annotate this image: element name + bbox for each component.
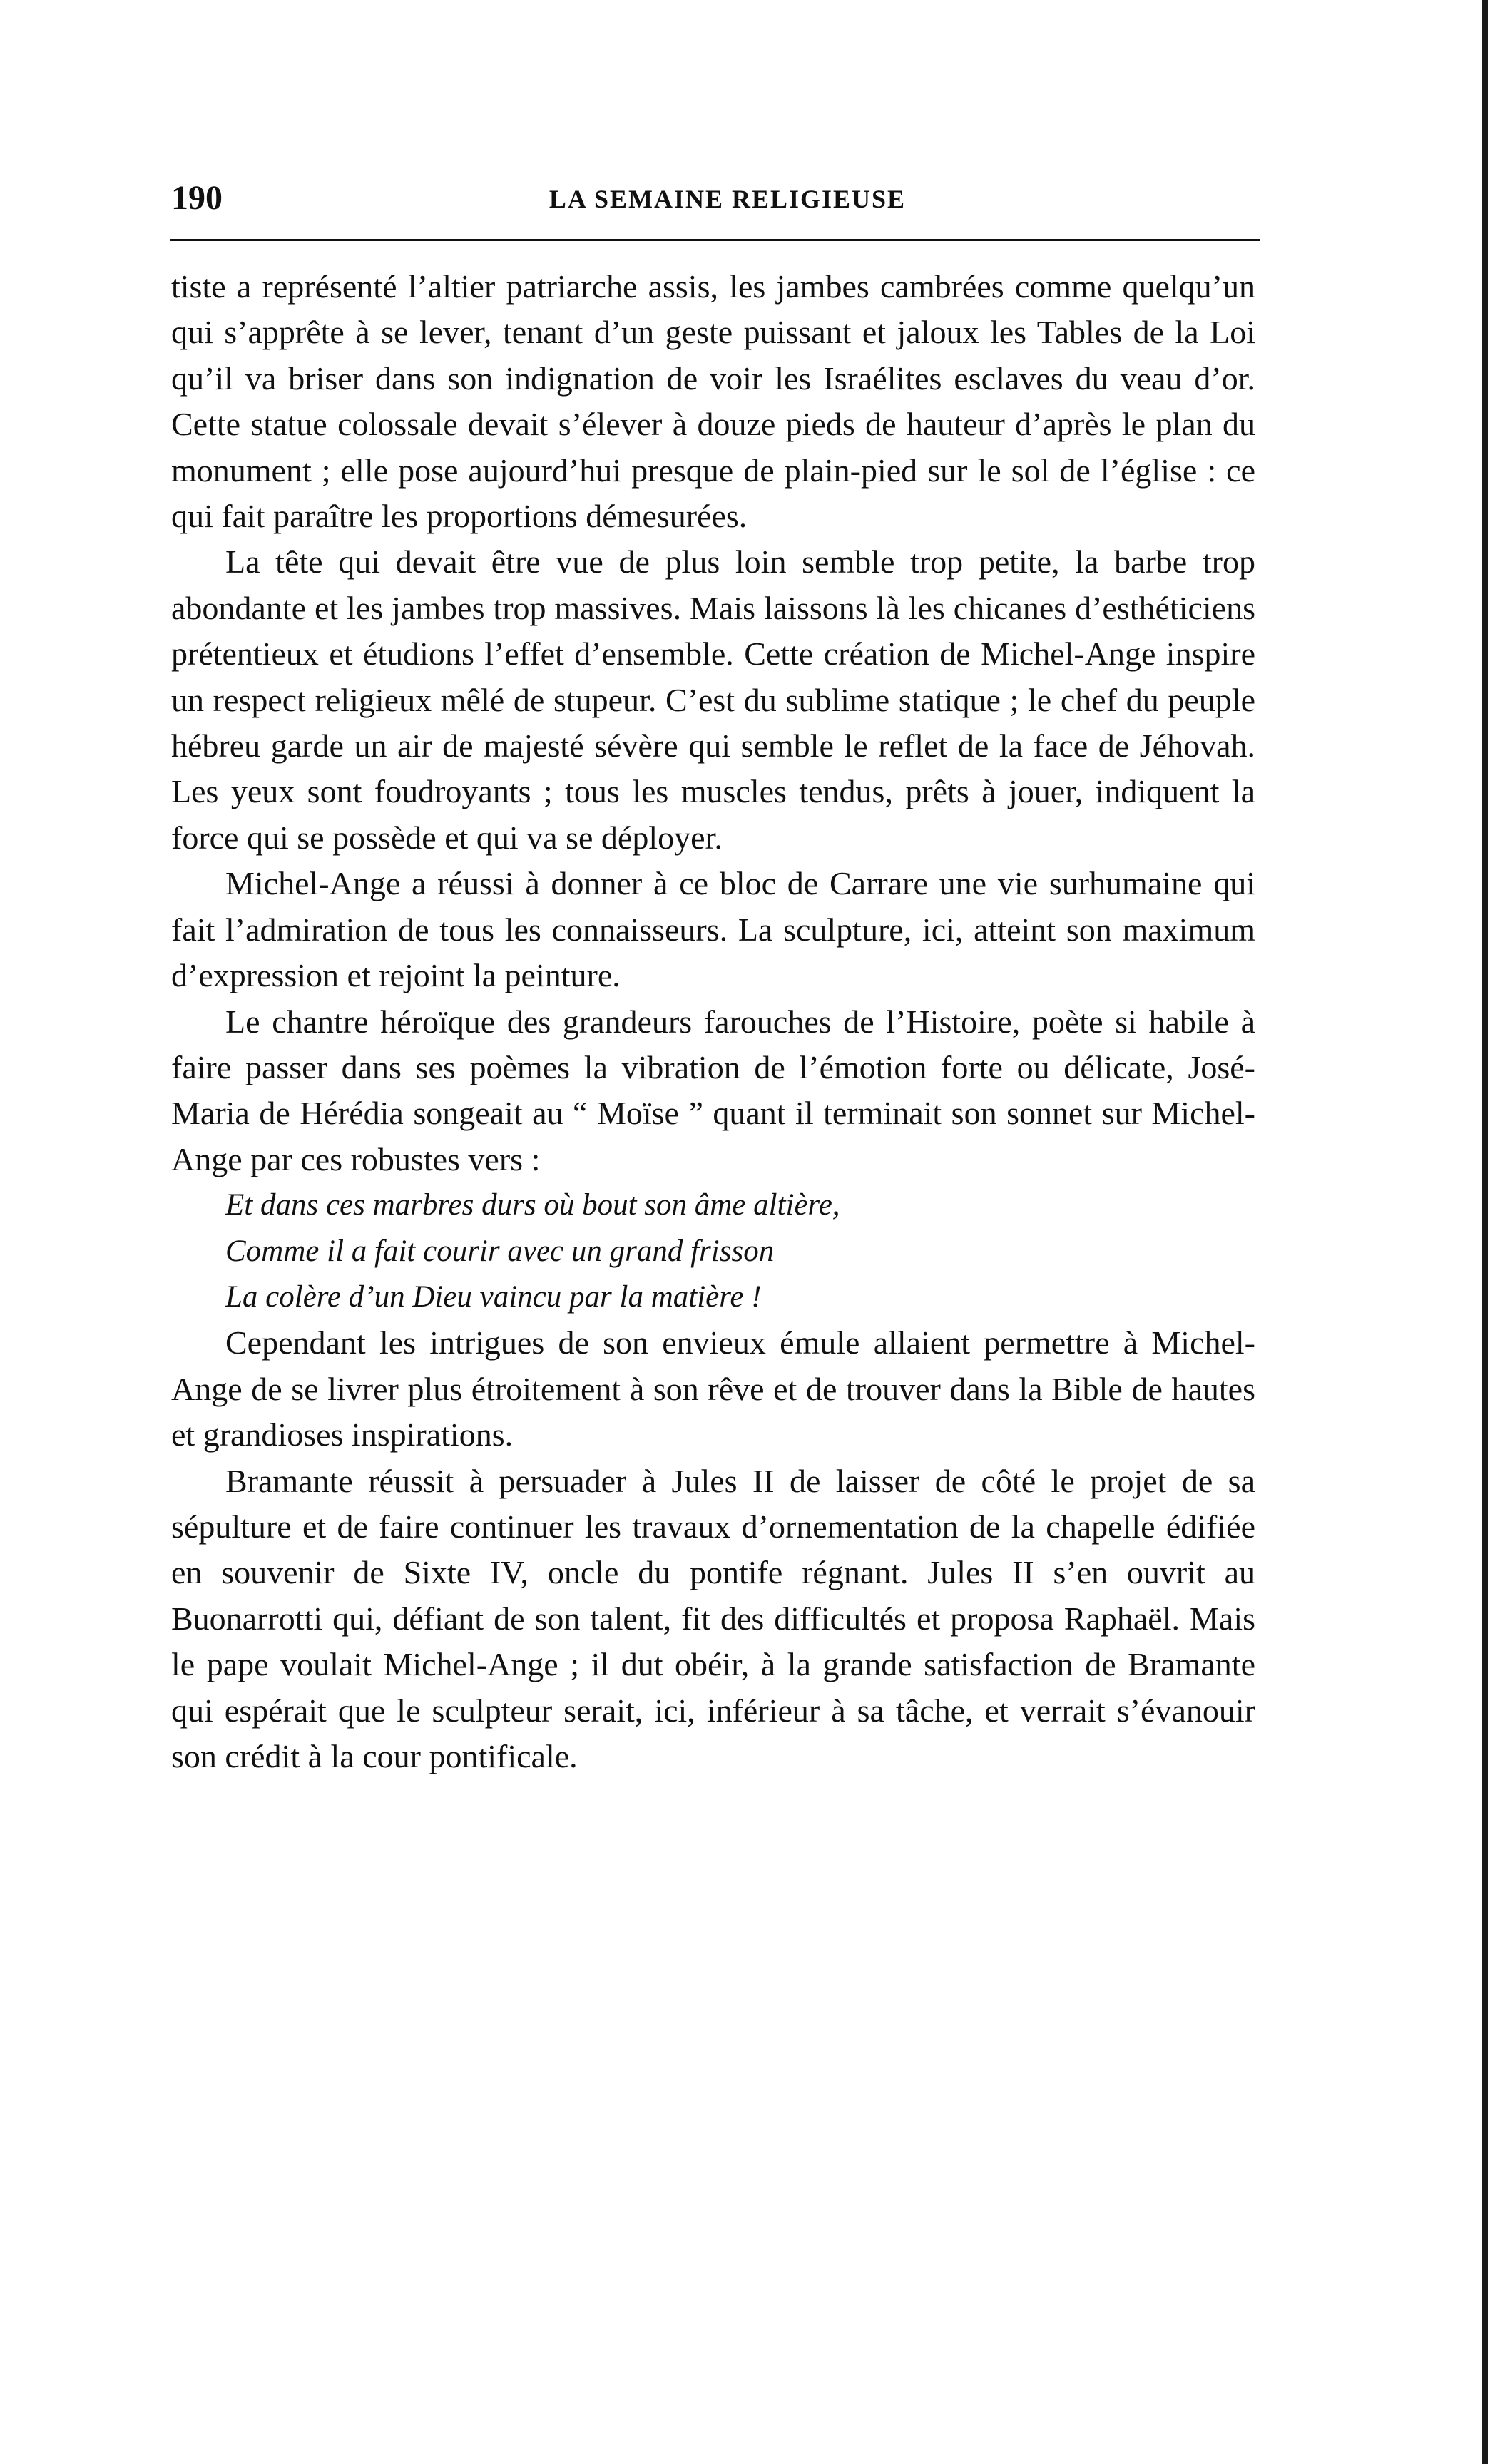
page-header	[171, 178, 1255, 221]
paragraph: Cependant les intrigues de son envieux émule allaient permettre à Michel-Ange de se livrer plus étroitement à son rêve et de trouver dans la Bible de hautes et grandioses inspirations.	[171, 1324, 1255, 1453]
paragraph: La tête qui devait être vue de plus loin semble trop petite, la barbe trop abondante et les jambes trop massives. Mais laissons là les chicanes d’esthéticiens prétentieux et étudions l’effet d’ensemble. Cette création de Michel-Ange inspire un respect religieux mêlé de stupeur. C’est du sublime statique ; le chef du peuple hébreu garde un air de majesté sévère qui semble le reflet de la face de Jéhovah. Les yeux sont foudroyants ; tous les muscles tendus, prêts à jouer, indiquent la force qui se possède et qui va se déployer.	[171, 543, 1255, 856]
page-number: 190	[171, 179, 223, 217]
paragraph: Le chantre héroïque des grandeurs farouches de l’Histoire, poète si habile à faire passer dans ses poèmes la vibration de l’émotion forte ou délicate, José-Maria de Hérédia songeait au “ Moïse ” quant il terminait son sonnet sur Michel-Ange par ces robustes vers :	[171, 1003, 1255, 1177]
verse-line: La colère d’un Dieu vaincu par la matière !	[225, 1279, 762, 1314]
running-title: LA SEMAINE RELIGIEUSE	[549, 185, 907, 213]
paragraph: tiste a représenté l’altier patriarche assis, les jambes cambrées comme quelqu’un qui s’apprête à se lever, tenant d’un geste puissant et jaloux les Tables de la Loi qu’il va briser dans son indignation de voir les Israélites esclaves du veau d’or. Cette statue colossale devait s’élever à douze pieds de hauteur d’après le plan du monument ; elle pose aujourd’hui presque de plain-pied sur le sol de l’église : ce qui fait paraître les proportions démesurées.	[171, 268, 1255, 535]
paragraph: Bramante réussit à persuader à Jules II de laisser de côté le projet de sa sépulture et de faire continuer les travaux d’ornementation de la chapelle édifiée en souvenir de Sixte IV, oncle du pontife régnant. Jules II s’en ouvrit au Buonarrotti qui, défiant de son talent, fit des difficultés et proposa Raphaël. Mais le pape voulait Michel-Ange ; il dut obéir, à la grande satisfaction de Bramante qui espérait que le sculpteur serait, ici, inférieur à sa tâche, et verrait s’évanouir son crédit à la cour pontificale.	[171, 1462, 1255, 1774]
verse-line: Comme il a fait courir avec un grand frisson	[225, 1234, 775, 1268]
paragraph: Michel-Ange a réussi à donner à ce bloc de Carrare une vie surhumaine qui fait l’admiration de tous les connaisseurs. La sculpture, ici, atteint son maximum d’expression et rejoint la peinture.	[171, 865, 1255, 994]
body-text	[171, 264, 1255, 1779]
header-rule	[170, 239, 1260, 241]
verse-quotation	[171, 1182, 1255, 1320]
verse-line: Et dans ces marbres durs où bout son âme altière,	[225, 1188, 840, 1222]
binding-edge-line	[1482, 0, 1488, 2464]
